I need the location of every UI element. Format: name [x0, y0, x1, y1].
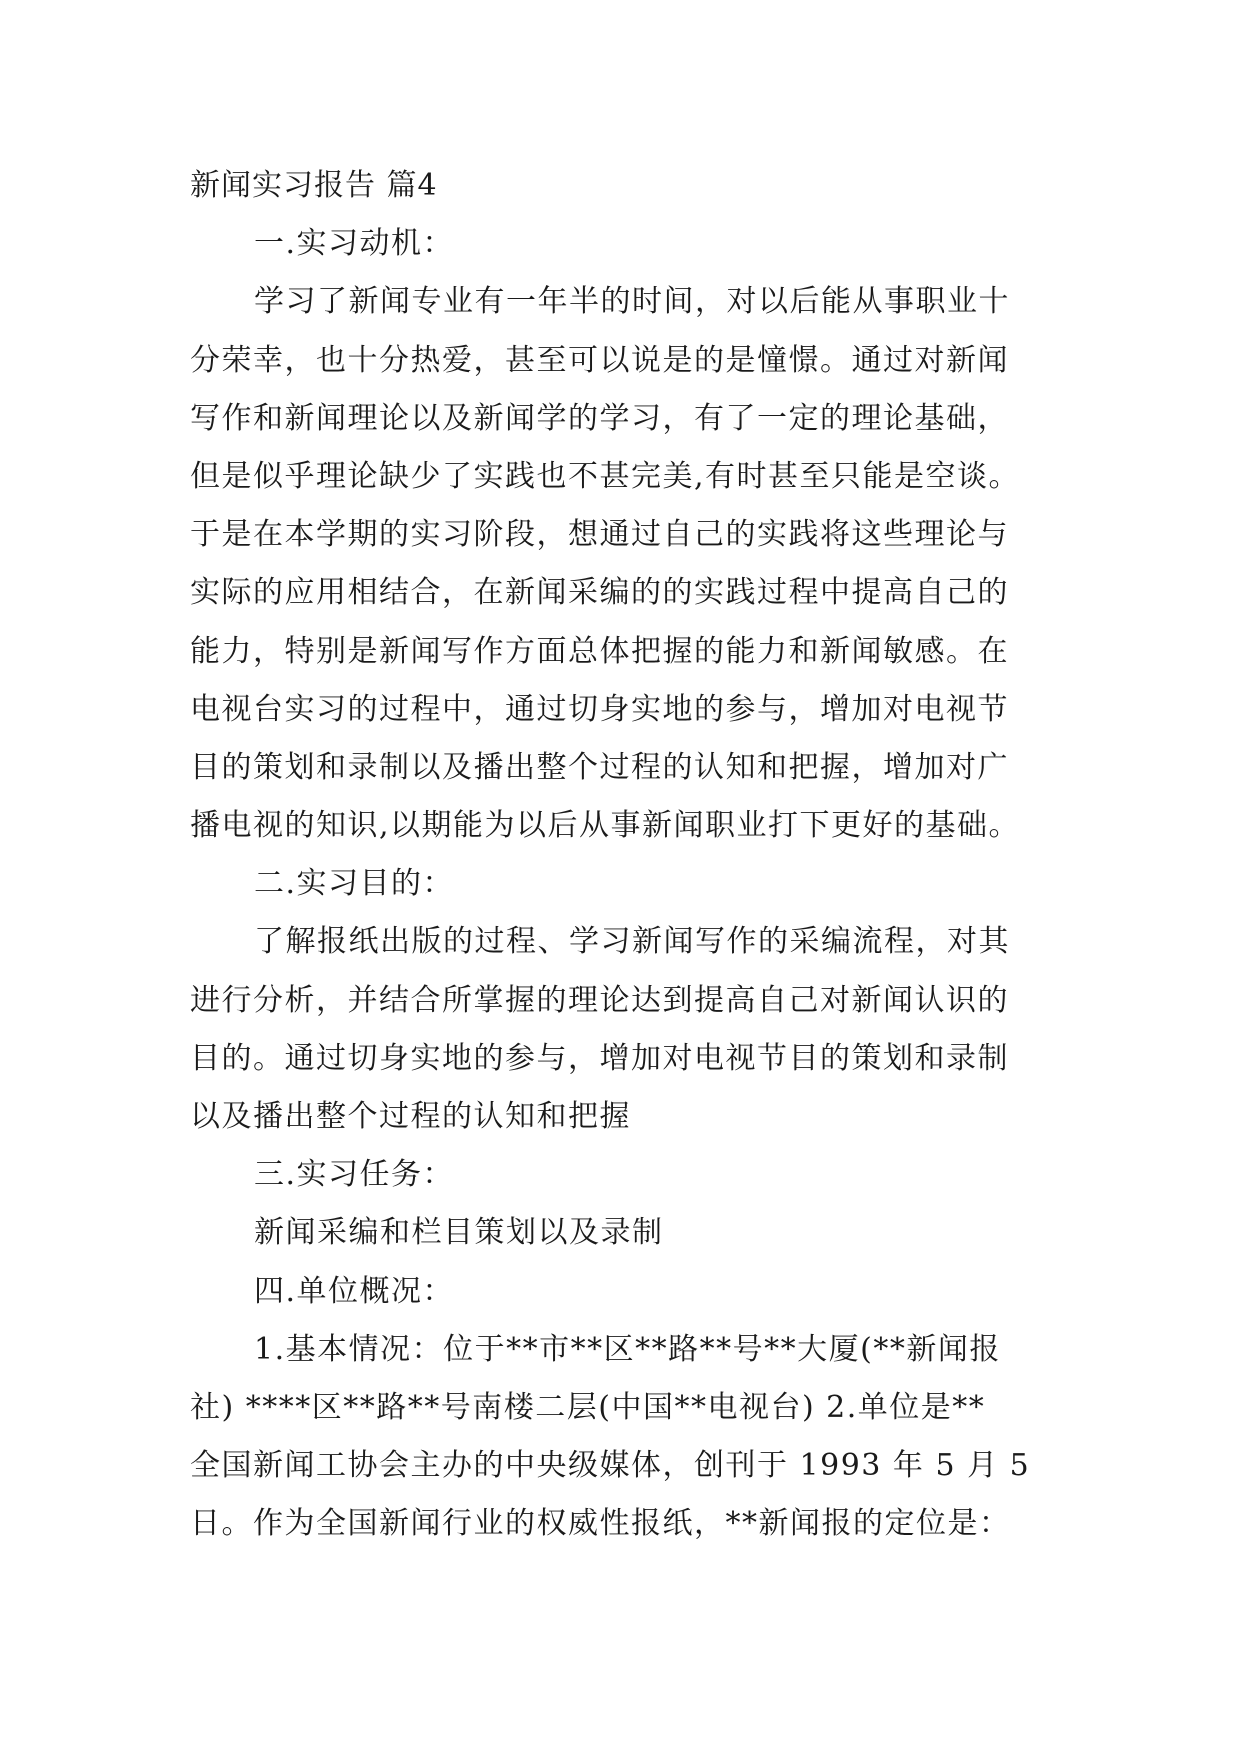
paragraph-line: 于是在本学期的实习阶段，想通过自己的实践将这些理论与: [190, 517, 1009, 553]
paragraph-line: 学习了新闻专业有一年半的时间，对以后能从事职业十: [254, 284, 1010, 320]
paragraph-line: 电视台实习的过程中，通过切身实地的参与，增加对电视节: [190, 691, 1009, 727]
paragraph-line: 实际的应用相结合，在新闻采编的的实践过程中提高自己的: [190, 575, 1009, 611]
section-heading-task: 三.实习任务：: [254, 1157, 455, 1193]
paragraph-line: 全国新闻工协会主办的中央级媒体，创刊于 1993 年 5 月 5: [190, 1448, 1031, 1484]
paragraph-line: 能力，特别是新闻写作方面总体把握的能力和新闻敏感。在: [190, 633, 1009, 669]
paragraph-line: 社) ****区**路**号南楼二层(中国**电视台) 2.单位是**: [190, 1389, 986, 1425]
paragraph-line: 目的。通过切身实地的参与，增加对电视节目的策划和录制: [190, 1040, 1009, 1076]
section-heading-motive: 一.实习动机：: [254, 226, 455, 262]
paragraph-line: 写作和新闻理论以及新闻学的学习，有了一定的理论基础，: [190, 400, 1009, 436]
paragraph-line: 进行分析，并结合所掌握的理论达到提高自己对新闻认识的: [190, 982, 1009, 1018]
paragraph-line: 分荣幸，也十分热爱，甚至可以说是的是憧憬。通过对新闻: [190, 342, 1009, 378]
paragraph-line: 以及播出整个过程的认知和把握: [190, 1099, 631, 1134]
paragraph-line: 播电视的知识,以期能为以后从事新闻职业打下更好的基础。: [190, 808, 1021, 844]
document-body: [190, 157, 1070, 1554]
paragraph-line: 但是似乎理论缺少了实践也不甚完美,有时甚至只能是空谈。: [190, 458, 1021, 494]
section-heading-unit: 四.单位概况：: [254, 1273, 455, 1309]
paragraph-line: 日。作为全国新闻行业的权威性报纸，**新闻报的定位是：: [190, 1506, 1011, 1542]
paragraph-line: 目的策划和录制以及播出整个过程的认知和把握，增加对广: [190, 749, 1009, 785]
paragraph-line: 1.基本情况：位于**市**区**路**号**大厦(**新闻报: [254, 1331, 1001, 1367]
paragraph-line: 了解报纸出版的过程、学习新闻写作的采编流程，对其: [254, 924, 1010, 960]
paragraph-line: 新闻采编和栏目策划以及录制: [254, 1215, 664, 1251]
section-heading-purpose: 二.实习目的：: [254, 866, 455, 902]
document-title: 新闻实习报告 篇4: [190, 168, 438, 203]
